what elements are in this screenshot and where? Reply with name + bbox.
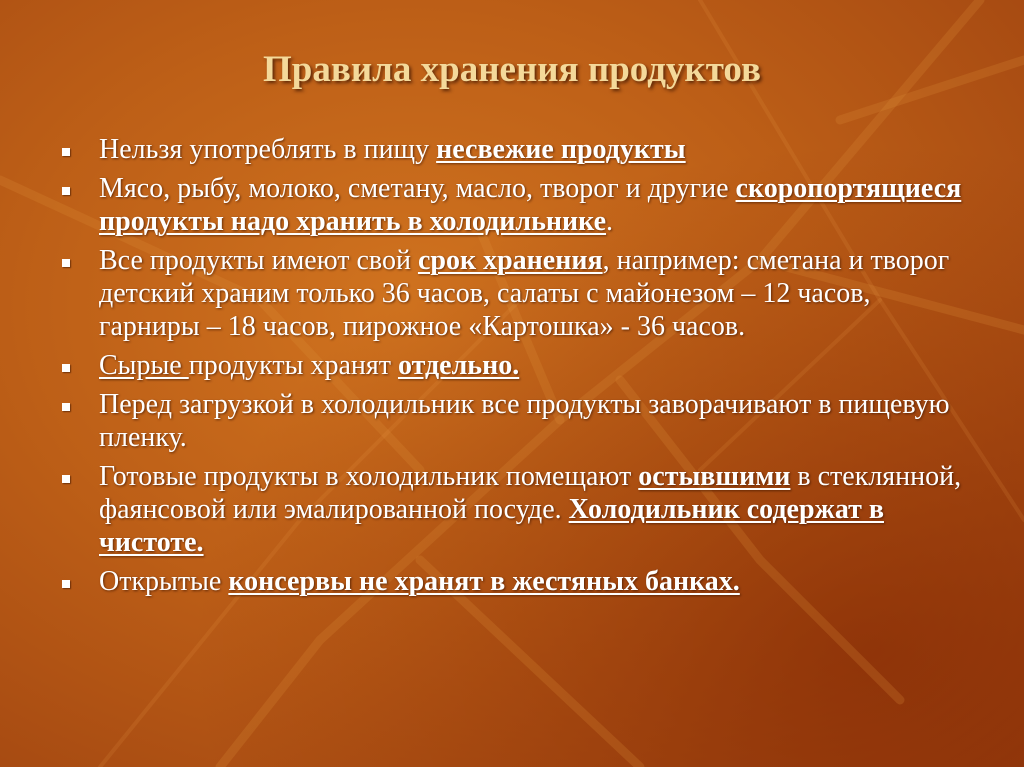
list-item <box>62 349 962 382</box>
bullet-marker <box>62 187 70 195</box>
list-item <box>62 172 962 238</box>
item-text: Открытые <box>99 566 229 597</box>
item-text: Готовые продукты в холодильник помещают <box>99 461 639 492</box>
item-text: Перед загрузкой в холодильник все продукты заворачивают в пищевую пленку. <box>99 389 950 453</box>
list-item <box>62 565 962 598</box>
item-emphasis: остывшими <box>638 461 791 492</box>
item-emphasis: несвежие продукты <box>436 134 686 165</box>
item-underlined: Сырые <box>99 350 189 381</box>
list-item <box>62 460 962 559</box>
bullet-marker <box>62 259 70 267</box>
item-emphasis: консервы не хранят в жестяных банках. <box>228 566 740 597</box>
item-text: . <box>606 206 614 237</box>
bullet-marker <box>62 364 70 372</box>
item-text: продукты хранят <box>188 350 398 381</box>
item-text: , например: сметана и творог детский храним только 36 часов, салаты с майонезом – 12 часов, гарниры – 18 часов, пирожное «Картошка» - 36 часов. <box>99 245 950 342</box>
slide-title: Правила хранения продуктов <box>262 49 761 90</box>
item-text: Мясо, рыбу, молоко, сметану, масло, творог и другие <box>99 173 736 204</box>
bullet-marker <box>62 475 70 483</box>
item-emphasis: срок хранения <box>417 245 603 276</box>
item-emphasis: Холодильник содержат в чистоте. <box>99 494 884 558</box>
list-item <box>62 133 962 166</box>
item-text: Нельзя употреблять в пищу <box>99 134 437 165</box>
item-text: в стеклянной, фаянсовой или эмалированной посуде. <box>99 461 962 525</box>
item-text: Все продукты имеют свой <box>99 245 418 276</box>
list-item <box>62 244 962 343</box>
rules-list <box>62 133 962 604</box>
item-emphasis: скоропортящиеся продукты надо хранить в холодильнике <box>99 173 962 237</box>
bullet-marker <box>62 148 70 156</box>
item-emphasis: отдельно. <box>397 350 520 381</box>
list-item <box>62 388 962 454</box>
bullet-marker <box>62 403 70 411</box>
bullet-marker <box>62 580 70 588</box>
